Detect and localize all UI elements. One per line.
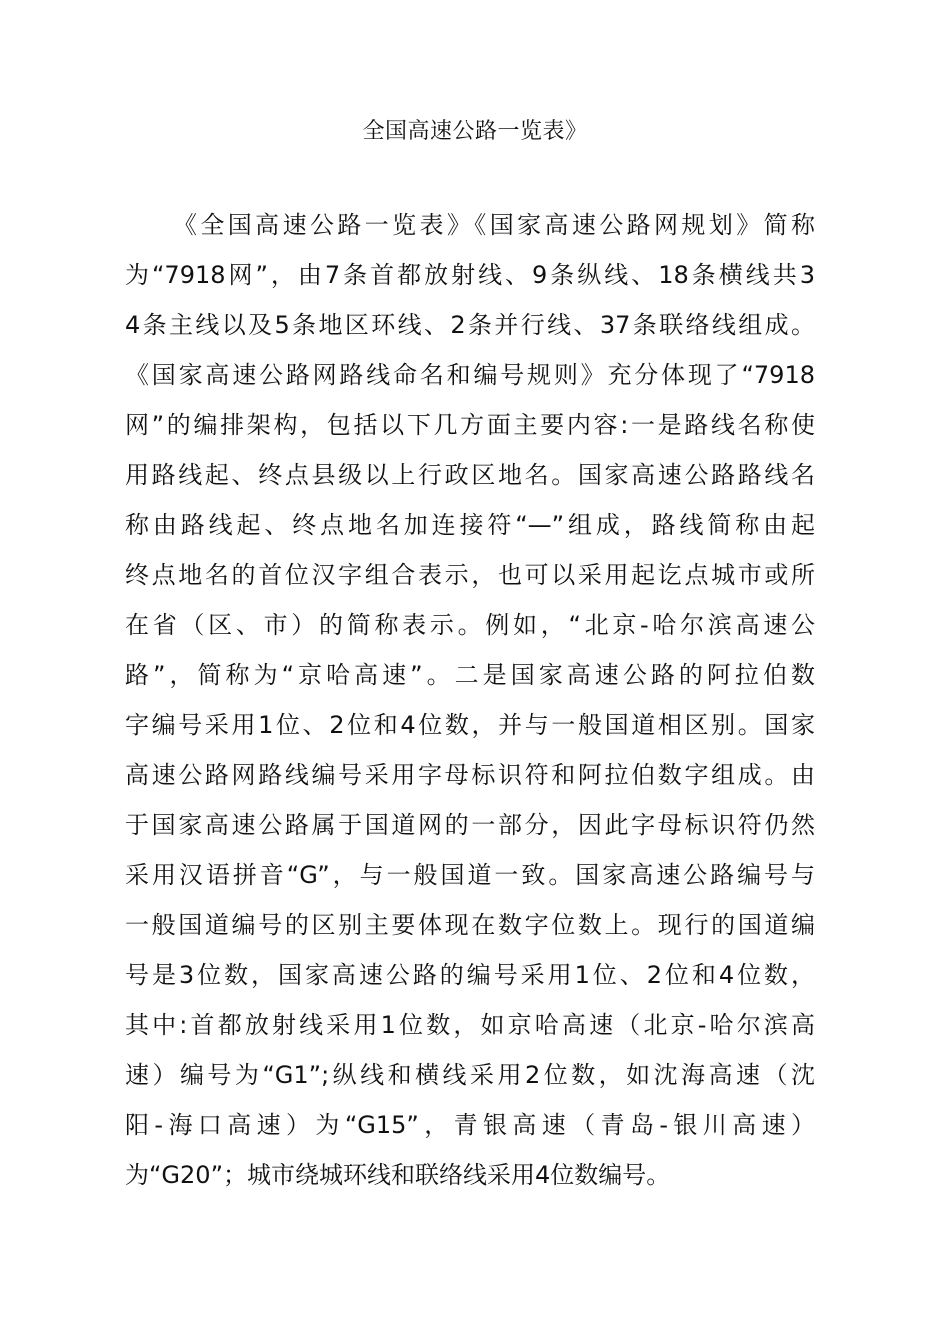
paragraph-line: 称由路线起、终点地名加连接符“—”组成，路线简称由起 — [125, 511, 815, 539]
paragraph-line: 《全国高速公路一览表》《国家高速公路网规划》简称 — [173, 211, 815, 239]
paragraph-line: 高速公路网路线编号采用字母标识符和阿拉伯数字组成。由 — [125, 761, 815, 789]
paragraph-line: 用路线起、终点县级以上行政区地名。国家高速公路路线名 — [125, 461, 815, 489]
paragraph-line: 采用汉语拼音“G”，与一般国道一致。国家高速公路编号与 — [125, 861, 815, 889]
paragraph-line: 号是3位数，国家高速公路的编号采用1位、2位和4位数， — [125, 961, 815, 989]
paragraph-line: 一般国道编号的区别主要体现在数字位数上。现行的国道编 — [125, 911, 815, 939]
paragraph-line: 于国家高速公路属于国道网的一部分，因此字母标识符仍然 — [125, 811, 815, 839]
paragraph-line: 4条主线以及5条地区环线、2条并行线、37条联络线组成。 — [125, 311, 815, 339]
paragraph-line: 在省（区、市）的简称表示。例如，“北京-哈尔滨高速公 — [125, 611, 815, 639]
paragraph-line: 字编号采用1位、2位和4位数，并与一般国道相区别。国家 — [125, 711, 815, 739]
paragraph-line: 其中:首都放射线采用1位数，如京哈高速（北京-哈尔滨高 — [125, 1011, 815, 1039]
document-title: 全国高速公路一览表》 — [362, 119, 588, 144]
paragraph-line: 终点地名的首位汉字组合表示，也可以采用起讫点城市或所 — [125, 561, 815, 589]
paragraph-line: 速）编号为“G1”;纵线和横线采用2位数，如沈海高速（沈 — [125, 1061, 815, 1089]
paragraph-line: 阳-海口高速）为“G15”，青银高速（青岛-银川高速） — [125, 1111, 815, 1139]
paragraph-line: 为“7918网”，由7条首都放射线、9条纵线、18条横线共3 — [125, 261, 815, 289]
body-paragraph — [125, 200, 815, 1200]
paragraph-line: 路”，简称为“京哈高速”。二是国家高速公路的阿拉伯数 — [125, 661, 815, 689]
paragraph-line: 为“G20”；城市绕城环线和联络线采用4位数编号。 — [125, 1161, 671, 1189]
paragraph-line: 网”的编排架构，包括以下几方面主要内容:一是路线名称使 — [125, 411, 815, 439]
paragraph-line: 《国家高速公路网路线命名和编号规则》充分体现了“7918 — [125, 361, 815, 389]
